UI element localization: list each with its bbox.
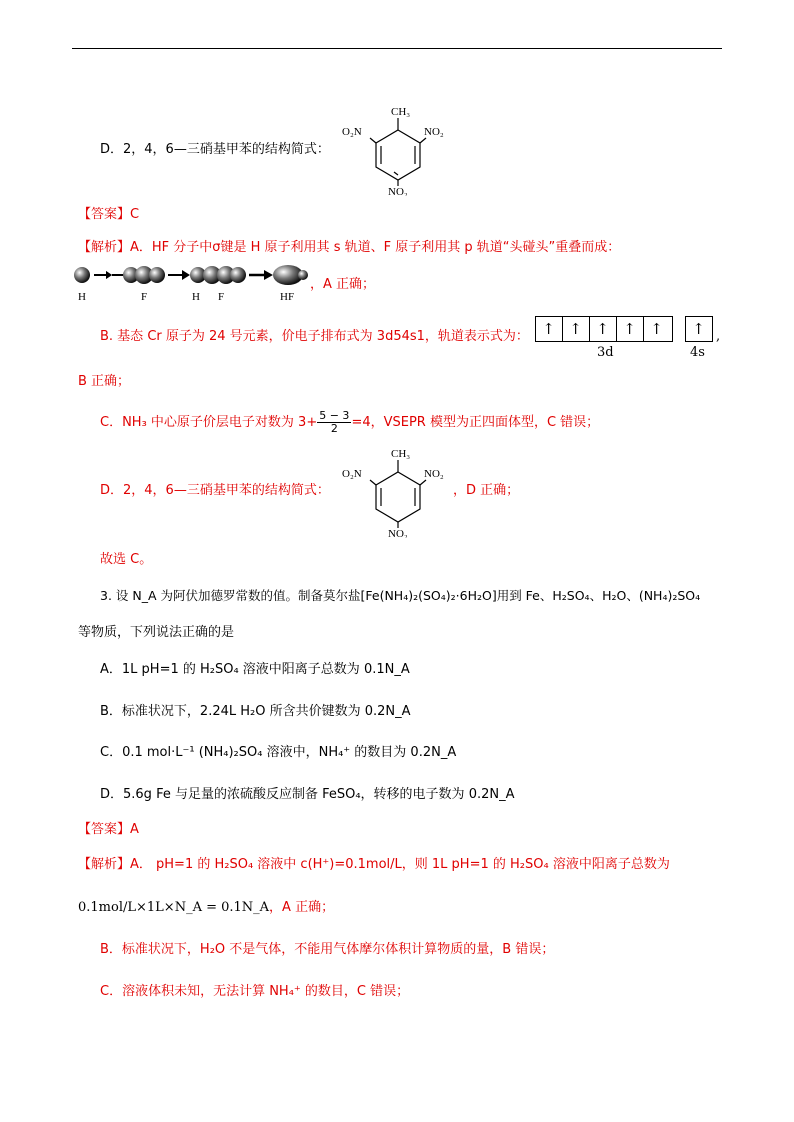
orbital-arrow: ↑ — [535, 317, 561, 341]
fraction — [317, 410, 351, 435]
sigma-bond-diagram — [70, 262, 320, 304]
orbital-3d-box — [535, 316, 673, 342]
q3-stem-line2: 等物质，下列说法正确的是 — [78, 625, 235, 640]
tnt-structure-2 — [338, 442, 458, 538]
formula-tail: ，A 正确； — [269, 900, 335, 915]
o2n-label: O₂N — [342, 126, 362, 138]
orbital-arrow: ↑ — [562, 317, 588, 341]
analysis-1-c — [100, 410, 599, 435]
analysis-1-a-tail: ，A 正确； — [310, 277, 376, 292]
orbital-4s-box — [685, 316, 713, 342]
c-prefix: C．NH₃ 中心原子价层电子对数为 3+ — [100, 415, 318, 430]
ch3-label: CH₃ — [391, 106, 411, 118]
fraction-den: 2 — [330, 422, 338, 435]
h-label-2: H — [192, 291, 200, 303]
hf-label: HF — [280, 291, 295, 303]
q3-option-c: C．0.1 mol·L⁻¹ (NH₄)₂SO₄ 溶液中，NH₄⁺ 的数目为 0.2N_A — [100, 745, 457, 760]
comma: , — [716, 329, 721, 344]
answer-2: 【答案】A — [78, 822, 139, 837]
h-label: H — [78, 291, 86, 303]
analysis-2-b: B．标准状况下，H₂O 不是气体，不能用气体摩尔体积计算物质的量，B 错误； — [100, 942, 555, 957]
label-4s: 4s — [690, 345, 705, 360]
analysis-2-a-formula-line — [78, 900, 334, 916]
orbital-arrow: ↑ — [616, 317, 642, 341]
no2-right-label: NO₂ — [424, 468, 444, 480]
f-label-2: F — [218, 291, 225, 303]
fraction-num: 5 − 3 — [319, 409, 350, 422]
option-d-text: D．2，4，6—三硝基甲苯的结构简式： — [100, 142, 330, 157]
analysis-1-a: 【解析】A．HF 分子中σ键是 H 原子利用其 s 轨道、F 原子利用其 p 轨道“头碰头”重叠而成： — [78, 240, 621, 255]
c-suffix: =4，VSEPR 模型为正四面体型，C 错误； — [351, 415, 600, 430]
o2n-label: O₂N — [342, 468, 362, 480]
header-rule — [72, 48, 722, 49]
no2-bottom-label: NO₂ — [388, 528, 408, 538]
analysis-1-d-tail: ，D 正确； — [453, 483, 520, 498]
analysis-2-c: C．溶液体积未知，无法计算 NH₄⁺ 的数目，C 错误； — [100, 984, 410, 999]
analysis-2-a: 【解析】A． pH=1 的 H₂SO₄ 溶液中 c(H⁺)=0.1mol/L，则 1L pH=1 的 H₂SO₄ 溶液中阳离子总数为 — [78, 857, 670, 872]
tnt-structure-1 — [338, 100, 458, 196]
no2-right-label: NO₂ — [424, 126, 444, 138]
analysis-1-d: D．2，4，6—三硝基甲苯的结构简式： — [100, 483, 330, 498]
orbital-arrow: ↑ — [685, 317, 711, 341]
formula: 0.1mol/L×1L×N_A = 0.1N_A — [78, 900, 270, 915]
q3-option-a: A．1L pH=1 的 H₂SO₄ 溶液中阳离子总数为 0.1N_A — [100, 662, 410, 677]
label-3d: 3d — [597, 345, 614, 360]
answer-1: 【答案】C — [78, 207, 140, 222]
analysis-1-b-tail: B 正确； — [78, 374, 131, 389]
orbital-arrow: ↑ — [589, 317, 615, 341]
orbital-arrow: ↑ — [643, 317, 669, 341]
analysis-1-b: B. 基态 Cr 原子为 24 号元素，价电子排布式为 3d54s1，轨道表示式为： — [100, 329, 529, 344]
q3-stem-line1: 3. 设 N_A 为阿伏加德罗常数的值。制备莫尔盐[Fe(NH₄)₂(SO₄)₂·6H₂O]用到 Fe、H₂SO₄、H₂O、(NH₄)₂SO₄ — [100, 588, 701, 603]
q3-option-d: D．5.6g Fe 与足量的浓硫酸反应制备 FeSO₄，转移的电子数为 0.2N_A — [100, 787, 515, 802]
no2-bottom-label: NO₂ — [388, 186, 408, 196]
conclusion: 故选 C。 — [100, 552, 153, 567]
f-label: F — [141, 291, 148, 303]
q3-option-b: B．标准状况下，2.24L H₂O 所含共价键数为 0.2N_A — [100, 704, 411, 719]
ch3-label: CH₃ — [391, 448, 411, 460]
